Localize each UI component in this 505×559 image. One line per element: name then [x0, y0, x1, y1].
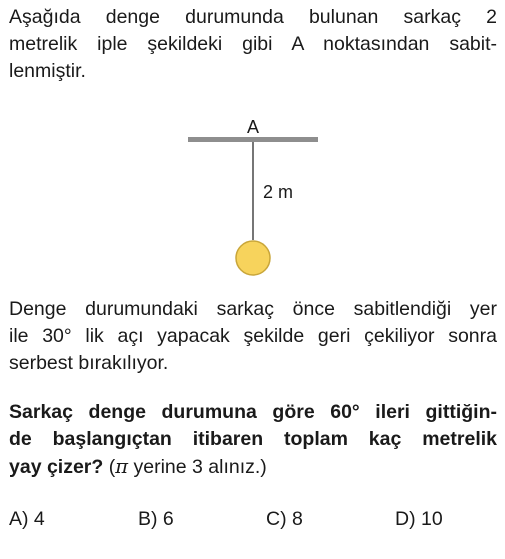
question-line: de başlangıçtan itibaren toplam kaç metrelik [9, 428, 497, 450]
problem-intro [9, 4, 497, 85]
choice-d[interactable]: D) 10 [395, 508, 443, 530]
intro-line: metrelik iple şekildeki gibi A noktasından sabit- [9, 33, 497, 55]
answer-choices [9, 508, 499, 538]
question-line: Sarkaç denge durumuna göre 60° ileri gittiğin- [9, 401, 497, 423]
point-a-label: A [246, 117, 260, 137]
pendulum-diagram [0, 110, 505, 290]
middle-line: ile 30° lik açı yapacak şekilde geri çekiliyor sonra [9, 325, 497, 347]
intro-line: lenmiştir. [9, 60, 86, 82]
problem-middle [9, 296, 497, 377]
middle-line: serbest bırakılıyor. [9, 352, 169, 374]
choice-c[interactable]: C) 8 [266, 508, 303, 530]
pendulum-bob [236, 241, 270, 275]
pi-note: yerine 3 alınız.) [128, 456, 267, 478]
question-text [9, 399, 497, 481]
question-ending: yay çizer? [9, 456, 104, 478]
choice-b[interactable]: B) 6 [138, 508, 174, 530]
middle-line: Denge durumundaki sarkaç önce sabitlendiği yer [9, 298, 497, 320]
note-open: ( [103, 456, 116, 478]
choice-a[interactable]: A) 4 [9, 508, 45, 530]
pi-symbol: π [115, 455, 129, 478]
intro-line: Aşağıda denge durumunda bulunan sarkaç 2 [9, 6, 497, 28]
string-length-label: 2 m [263, 182, 294, 202]
question-line [9, 453, 497, 481]
